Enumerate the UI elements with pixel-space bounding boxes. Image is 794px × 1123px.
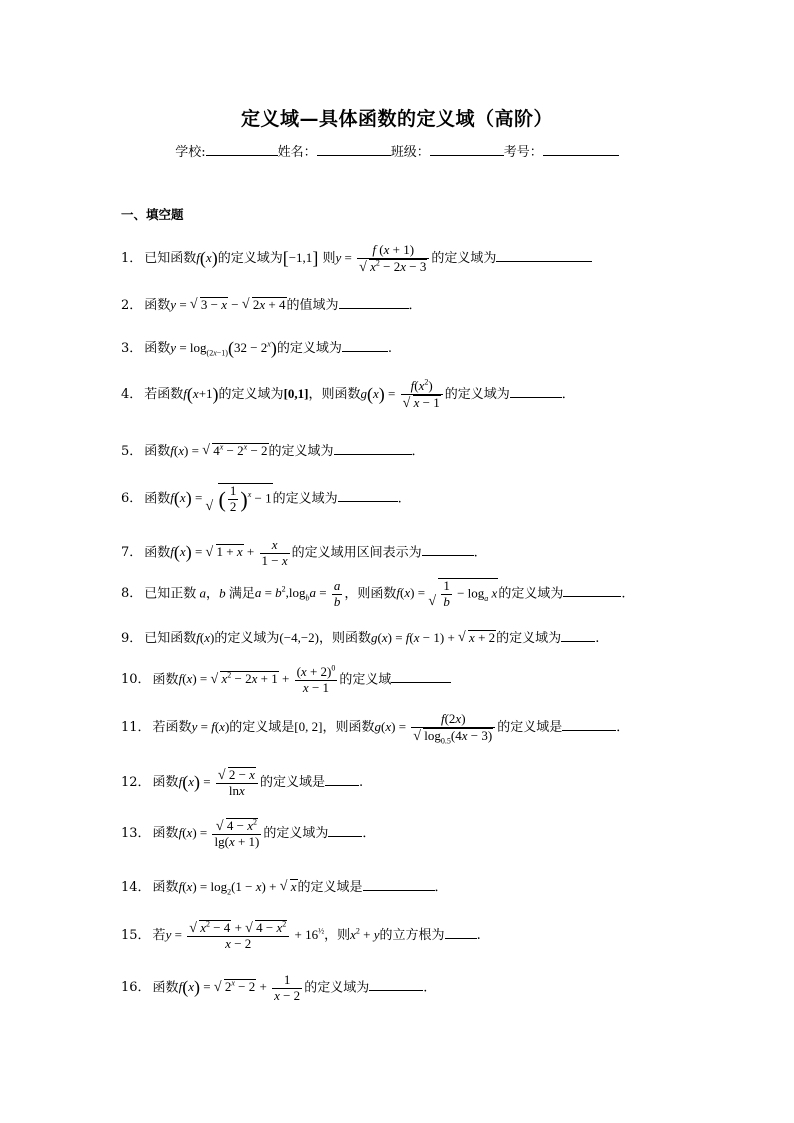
question-text: 函数 (144, 298, 171, 313)
math-formula: f(x) = √ $\frac{4 - x^2}{\lg(x + 1)}$ (179, 825, 264, 840)
question-text: . (595, 631, 600, 646)
question-text: 的定义域为 (496, 631, 562, 646)
question-text: 已知函数 (144, 250, 197, 266)
question-text: 已知正数 (144, 586, 197, 602)
question-number: 7． (121, 545, 143, 561)
question-10 (121, 665, 451, 696)
question-text: 的定义域为 (498, 586, 564, 602)
question-text: ，则函数 (322, 719, 375, 735)
question-number: 8． (121, 586, 143, 602)
question-text: 函数 (144, 491, 171, 507)
question-text: 函数 (152, 672, 179, 688)
question-text: 若函数 (152, 719, 192, 735)
question-text: 的定义域 (339, 672, 392, 688)
math-formula: f(x) = √ $4^x - 2^x - 2$ (170, 443, 268, 458)
question-14 (121, 878, 448, 896)
question-text: . (397, 491, 402, 507)
math-formula: $y = \log_{(2x-1)}(32 - 2^x)$ (170, 338, 277, 358)
math-formula: $x^2 + y$ (350, 926, 380, 942)
question-number: 5． (121, 444, 143, 459)
math-formula: y = f (x + 1) √ $x^2 - 2x - 3$ (335, 250, 431, 265)
question-text: 的定义域是 (259, 774, 325, 790)
question-4 (121, 379, 575, 411)
question-text: . (423, 980, 428, 996)
math-formula: f(x) = √ $\frac{2 - x}{\ln x}$ (179, 774, 260, 789)
question-text: 函数 (152, 774, 179, 790)
question-text: 的定义域是 (229, 719, 295, 735)
school-blank[interactable] (206, 143, 278, 156)
question-text: 的值域为 (286, 298, 339, 313)
math-formula: f(x) (196, 630, 215, 645)
math-formula: $f(x) = \log_2(1 - x)$ + √ x (179, 879, 298, 894)
question-1 (121, 243, 592, 275)
question-text: 的定义域为 (268, 444, 334, 459)
question-7 (121, 538, 478, 569)
answer-blank[interactable] (338, 489, 398, 502)
answer-blank[interactable] (334, 442, 412, 455)
answer-blank[interactable] (339, 296, 409, 309)
question-text: 则 (318, 250, 336, 266)
question-text: 函数 (144, 340, 171, 356)
class-blank[interactable] (430, 143, 504, 156)
math-formula: [−1,1] (282, 248, 319, 269)
question-6 (121, 483, 402, 515)
answer-blank[interactable] (328, 824, 362, 837)
name-blank[interactable] (317, 143, 391, 156)
question-number: 6． (121, 491, 143, 507)
math-formula: y = f(x) (191, 718, 230, 734)
question-text: 的定义域为 (272, 491, 338, 507)
question-text: ，则 (324, 927, 351, 943)
question-number: 2． (121, 298, 143, 313)
question-text: 函数 (152, 980, 179, 996)
page-title: 定义域—具体函数的定义域（高阶） (240, 108, 553, 130)
math-formula: [0,1] (283, 385, 309, 401)
question-number: 9． (121, 631, 143, 646)
answer-blank[interactable] (369, 978, 423, 991)
math-formula: g(x) = f(2x) √ $\log_{0.5}(4x - 3)$ (374, 719, 497, 734)
question-text: ，则函数 (344, 586, 397, 602)
math-formula: g(x) = f(x − 1) + √ x + 2 (371, 630, 496, 645)
question-text: 的定义域为 (214, 631, 280, 646)
question-text: 函数 (152, 880, 179, 895)
question-text: 的立方根为 (379, 927, 445, 943)
question-9 (121, 629, 599, 647)
question-text: ． (411, 444, 425, 459)
question-text: 的定义域为 (431, 250, 497, 266)
question-text: 已知函数 (144, 631, 197, 646)
question-number: 4． (121, 386, 143, 402)
math-formula: [0, 2] (294, 718, 323, 734)
question-text: 满足 (228, 586, 255, 602)
question-11 (121, 712, 629, 744)
section-heading: 一、填空题 (121, 207, 184, 222)
question-text: 的定义域为 (218, 386, 284, 402)
answer-blank[interactable] (445, 926, 477, 939)
question-12 (121, 767, 363, 799)
question-number: 10． (121, 672, 151, 688)
math-formula: y = √ 3 − x − √ 2x + 4 (170, 297, 286, 312)
question-number: 15． (121, 927, 151, 943)
answer-blank[interactable] (363, 878, 435, 891)
question-text: 的定义域为 (304, 980, 370, 996)
question-number: 1． (121, 250, 143, 266)
question-text: ，则函数 (308, 386, 361, 402)
question-text: 函数 (144, 444, 171, 459)
answer-blank[interactable] (563, 584, 621, 597)
answer-blank[interactable] (422, 543, 474, 556)
answer-blank[interactable] (496, 249, 592, 262)
question-16 (121, 973, 427, 1004)
math-formula: f(x) = √ $\frac{1}{b}$ − $\log_a x$ (396, 585, 498, 600)
question-5 (121, 442, 425, 460)
question-number: 16． (121, 980, 151, 996)
answer-blank[interactable] (510, 385, 562, 398)
question-number: 11． (121, 719, 151, 735)
question-3 (121, 338, 392, 360)
student-info-line (0, 141, 794, 160)
math-formula: g(x) = $f(x^2)$ √ x − 1 (361, 386, 445, 401)
question-2 (121, 296, 422, 314)
school-label: 学校: (175, 145, 206, 160)
question-text: . (473, 545, 478, 561)
question-text: ． (408, 298, 422, 313)
question-text: ． (434, 880, 448, 895)
id-label: 考号： (503, 145, 543, 160)
question-text: 的定义域是 (497, 719, 563, 735)
answer-blank[interactable] (391, 670, 451, 683)
question-text: ． (362, 825, 376, 841)
question-text: 的定义域是 (297, 880, 363, 895)
class-label: 班级： (390, 145, 430, 160)
question-number: 12． (121, 774, 151, 790)
math-formula: f(x+1) (183, 384, 219, 405)
name-label: 姓名： (277, 145, 317, 160)
question-text: . (387, 340, 393, 356)
question-number: 13． (121, 825, 151, 841)
question-text: ． (561, 386, 575, 402)
question-text: 若函数 (144, 386, 184, 402)
question-8 (121, 578, 625, 610)
math-formula: f(x) = √ ( $\frac{1}{2}$ )$^x$ − 1 (170, 490, 272, 505)
question-text: 的定义域为 (217, 250, 283, 266)
question-text: 函数 (152, 825, 179, 841)
question-text: 若 (152, 927, 166, 943)
question-text: . (358, 774, 364, 790)
math-formula: (−4,−2) (279, 630, 319, 645)
question-text: 的定义域为 (444, 386, 510, 402)
question-15 (121, 920, 481, 952)
question-text: 的定义域为 (263, 825, 329, 841)
question-text: 函数 (144, 545, 171, 561)
id-blank[interactable] (543, 143, 619, 156)
question-text: ，则函数 (318, 631, 371, 646)
math-formula: a，b (196, 585, 229, 601)
math-formula: f(x) = √ $x^2 - 2x + 1$ + $\frac{(x + 2)^0}{x - 1}$ (179, 671, 340, 686)
question-text: ． (616, 719, 630, 735)
question-number: 3． (121, 340, 143, 356)
question-text: 的定义域用区间表示为 (291, 545, 422, 561)
answer-blank[interactable] (325, 773, 359, 786)
question-text: . (476, 927, 481, 943)
math-formula: y = √ $\frac{x^2 - 4 + √ 4 - x^2}{x - 2}$ + $16^{\frac{1}{2}}$ (166, 927, 325, 942)
question-13 (121, 818, 375, 850)
math-formula: $a = b^2,\log_ba$ = $\frac{a}{b}$ (254, 578, 341, 609)
answer-blank[interactable] (562, 718, 616, 731)
question-text: 的定义域为 (276, 340, 342, 356)
math-formula: f(x) = √ 1 + x + $\frac{x}{1 - x}$ (170, 544, 291, 559)
answer-blank[interactable] (342, 339, 388, 352)
answer-blank[interactable] (561, 629, 595, 642)
question-number: 14． (121, 880, 151, 895)
math-formula: f(x) (196, 248, 218, 269)
math-formula: f(x) = √ $2^x - 2$ + $\frac{1}{x - 2}$ (179, 979, 305, 994)
question-text: . (621, 586, 626, 602)
